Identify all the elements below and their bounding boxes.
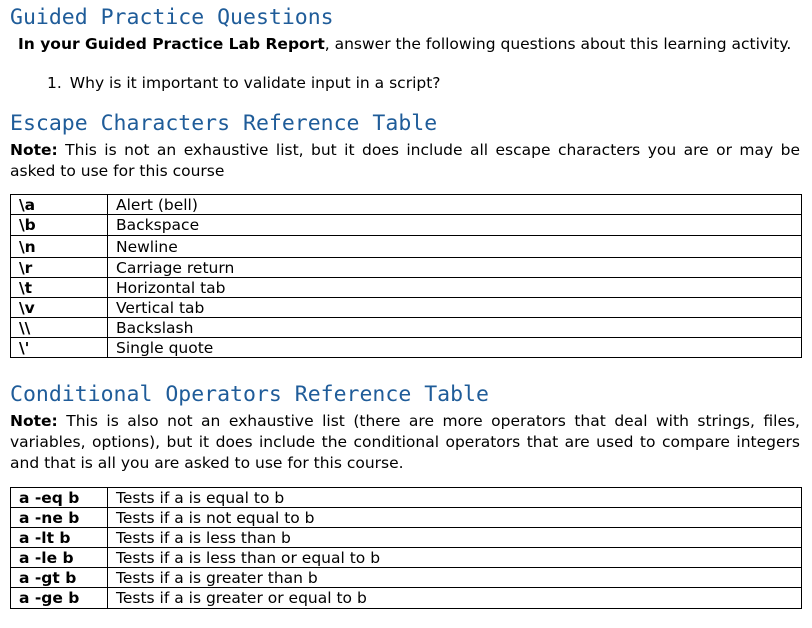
question-list — [47, 73, 441, 94]
table-row — [11, 338, 802, 358]
table-row — [11, 258, 802, 278]
table-cell-code: a -gt b — [11, 568, 108, 588]
table-cell-description: Vertical tab — [108, 298, 802, 318]
guided-practice-heading: Guided Practice Questions — [10, 5, 334, 30]
table-cell-code: a -lt b — [11, 528, 108, 548]
question-item — [47, 73, 441, 94]
escape-note-text: This is not an exhaustive list, but it does include all escape characters you are or may be asked to use for this course — [10, 141, 800, 180]
table-row — [11, 528, 802, 548]
question-number: 1. — [47, 74, 62, 92]
table-row — [11, 195, 802, 215]
table-cell-description: Single quote — [108, 338, 802, 358]
question-text: Why is it important to validate input in a script? — [69, 74, 441, 92]
table-cell-code: a -ge b — [11, 588, 108, 609]
table-cell-code: \v — [11, 298, 108, 318]
escape-note-label: Note: — [10, 141, 58, 159]
table-cell-code: a -eq b — [11, 488, 108, 508]
table-cell-description: Newline — [108, 236, 802, 258]
table-cell-code: \' — [11, 338, 108, 358]
table-cell-description: Alert (bell) — [108, 195, 802, 215]
conditional-operators-heading: Conditional Operators Reference Table — [10, 382, 489, 407]
table-cell-description: Tests if a is not equal to b — [108, 508, 802, 528]
table-cell-code: a -le b — [11, 548, 108, 568]
table-cell-description: Horizontal tab — [108, 278, 802, 298]
table-row — [11, 548, 802, 568]
escape-characters-heading: Escape Characters Reference Table — [10, 111, 438, 136]
table-cell-description: Tests if a is greater or equal to b — [108, 588, 802, 609]
guided-practice-intro — [18, 34, 792, 55]
table-row — [11, 298, 802, 318]
table-cell-code: \t — [11, 278, 108, 298]
table-cell-code: \r — [11, 258, 108, 278]
table-cell-description: Backslash — [108, 318, 802, 338]
table-row — [11, 588, 802, 609]
intro-bold-text: In your Guided Practice Lab Report — [18, 35, 325, 53]
escape-note — [10, 140, 800, 182]
table-cell-description: Tests if a is less than or equal to b — [108, 548, 802, 568]
table-cell-description: Carriage return — [108, 258, 802, 278]
table-row — [11, 278, 802, 298]
table-row — [11, 508, 802, 528]
conditional-operators-table — [10, 487, 802, 609]
intro-rest-text: , answer the following questions about this learning activity. — [324, 35, 792, 53]
table-cell-code: \n — [11, 236, 108, 258]
table-cell-code: a -ne b — [11, 508, 108, 528]
conditional-note-text: This is also not an exhaustive list (there are more operators that deal with strings, files, variables, options), but it does include the conditional operators that are used to compare integers and that is all you are asked to use for this course. — [10, 412, 800, 472]
table-cell-description: Tests if a is equal to b — [108, 488, 802, 508]
escape-characters-table — [10, 194, 802, 358]
table-row — [11, 568, 802, 588]
table-cell-code: \b — [11, 215, 108, 236]
table-cell-description: Tests if a is greater than b — [108, 568, 802, 588]
table-row — [11, 318, 802, 338]
conditional-note — [10, 411, 800, 474]
conditional-note-label: Note: — [10, 412, 58, 430]
table-row — [11, 236, 802, 258]
table-cell-description: Backspace — [108, 215, 802, 236]
table-cell-code: \a — [11, 195, 108, 215]
table-cell-description: Tests if a is less than b — [108, 528, 802, 548]
table-row — [11, 215, 802, 236]
table-row — [11, 488, 802, 508]
table-cell-code: \\ — [11, 318, 108, 338]
